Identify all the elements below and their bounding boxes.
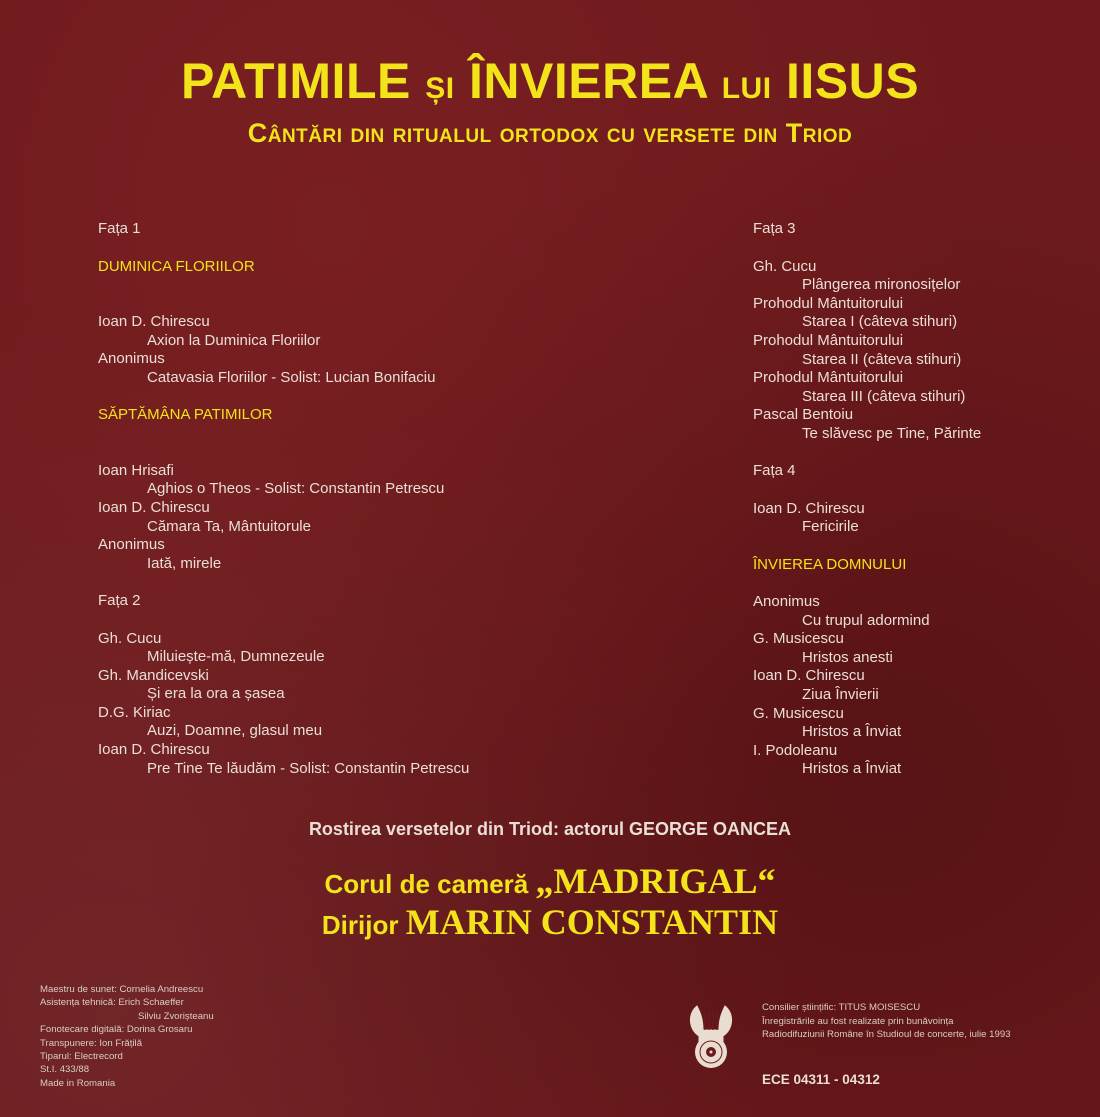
track-work: Cămara Ta, Mântuitorule [147,517,311,535]
credit-line: St.I. 433/88 [40,1064,90,1076]
track-composer: Gh. Cucu [753,257,817,275]
credit-line: Radiodifuziunii Române în Studioul de concerte, iulie 1993 [762,1029,1011,1041]
track-work: Și era la ora a șasea [147,685,285,703]
credit-line: Înregistrările au fost realizate prin bunăvoința [762,1015,954,1027]
track-work: Catavasia Floriilor - Solist: Lucian Bonifaciu [147,368,436,386]
title-part4: LUI [721,72,772,105]
track-group [753,500,1073,537]
track-group [753,258,1073,444]
track-composer: G. Musicescu [753,630,844,648]
track-work: Ziua Învierii [802,686,879,704]
track-work: Fericirile [802,518,859,536]
track-composer: Prohodul Mântuitorului [753,369,904,387]
track-composer: Pascal Bentoiu [753,406,854,424]
track-composer: Gh. Cucu [98,629,162,647]
track-composer: Prohodul Mântuitorului [753,294,904,312]
track-composer: Anonimus [753,593,820,611]
track-composer: Ioan D. Chirescu [98,313,210,331]
track-composer: D.G. Kiriac [98,703,171,721]
track-work: Auzi, Doamne, glasul meu [147,722,323,740]
tracklist-right [753,220,1073,779]
track-work: Cu trupul adormind [802,611,930,629]
track-work: Hristos a Înviat [802,723,902,741]
catalog-number: ECE 04311 - 04312 [762,1072,880,1087]
title-part2: ȘI [425,72,455,105]
tracklist-left [98,220,558,778]
conductor-line [0,903,1100,944]
recording-credits [762,1001,1092,1042]
track-composer: I. Podoleanu [753,741,838,759]
track-composer: Anonimus [98,536,165,554]
track-work: Hristos anesti [802,648,893,666]
track-work: Axion la Duminica Floriilor [147,331,321,349]
section-invierea-domnului: ÎNVIEREA DOMNULUI [753,555,907,573]
side-label-2: Fața 2 [98,591,141,609]
track-group [98,630,558,779]
credit-line: Silviu Zvorișteanu [138,1010,214,1022]
track-group [98,462,558,574]
track-composer: Ioan D. Chirescu [753,499,865,517]
choir-line [0,862,1100,903]
album-title [0,52,1100,110]
lyre-record-icon [683,1000,739,1072]
track-composer: Prohodul Mântuitorului [753,331,904,349]
credit-line: Tiparul: Electrecord [40,1051,123,1063]
conductor-name: MARIN CONSTANTIN [405,902,779,942]
track-work: Miluiește-mă, Dumnezeule [147,648,325,666]
side-label-3: Fața 3 [753,220,796,237]
production-credits [40,983,300,1090]
section-saptamana-patimilor: SĂPTĂMÂNA PATIMILOR [98,406,273,424]
track-composer: Ioan D. Chirescu [98,741,210,759]
title-part1: PATIMILE [180,53,411,109]
track-composer: Gh. Mandicevski [98,666,209,684]
album-subtitle: Cântări din ritualul ortodox cu versete din Triod [247,118,853,148]
side-label-4: Fața 4 [753,462,796,480]
conductor-prefix: Dirijor [321,910,399,940]
credit-line: Consilier științific: TITUS MOISESCU [762,1002,921,1013]
track-group [98,313,558,387]
track-work: Iată, mirele [147,554,222,572]
credit-line: Maestru de sunet: Cornelia Andreescu [40,984,204,995]
side-label-1: Fața 1 [98,220,141,237]
track-composer: Ioan D. Chirescu [98,498,210,516]
track-work: Starea III (câteva stihuri) [802,387,966,405]
track-work: Te slăvesc pe Tine, Părinte [802,424,982,442]
track-composer: Ioan Hrisafi [98,461,174,479]
track-work: Plângerea mironosițelor [802,276,961,294]
track-work: Pre Tine Te lăudăm - Solist: Constantin Petrescu [147,759,470,777]
narration-credit: Rostirea versetelor din Triod: actorul GEORGE OANCEA [308,819,792,839]
track-composer: Ioan D. Chirescu [753,667,865,685]
credit-line: Made in Romania [40,1077,116,1089]
choir-credit [0,862,1100,944]
credit-line: Fonotecare digitală: Dorina Grosaru [40,1024,193,1036]
track-composer: G. Musicescu [753,704,844,722]
track-work: Hristos a Înviat [802,760,902,778]
track-group [753,593,1073,779]
choir-name: „MADRIGAL“ [535,861,776,901]
track-work: Aghios o Theos - Solist: Constantin Petrescu [147,480,445,498]
credit-line: Asistența tehnică: Erich Schaeffer [40,997,184,1009]
section-duminica-floriilor: DUMINICA FLORIILOR [98,257,255,275]
credit-line: Transpunere: Ion Frățilă [40,1037,143,1049]
title-part3: ÎNVIEREA [469,53,708,109]
track-work: Starea I (câteva stihuri) [802,313,958,331]
choir-prefix: Corul de cameră [324,869,529,899]
track-composer: Anonimus [98,350,165,368]
title-part5: IISUS [785,53,920,109]
track-work: Starea II (câteva stihuri) [802,350,962,368]
